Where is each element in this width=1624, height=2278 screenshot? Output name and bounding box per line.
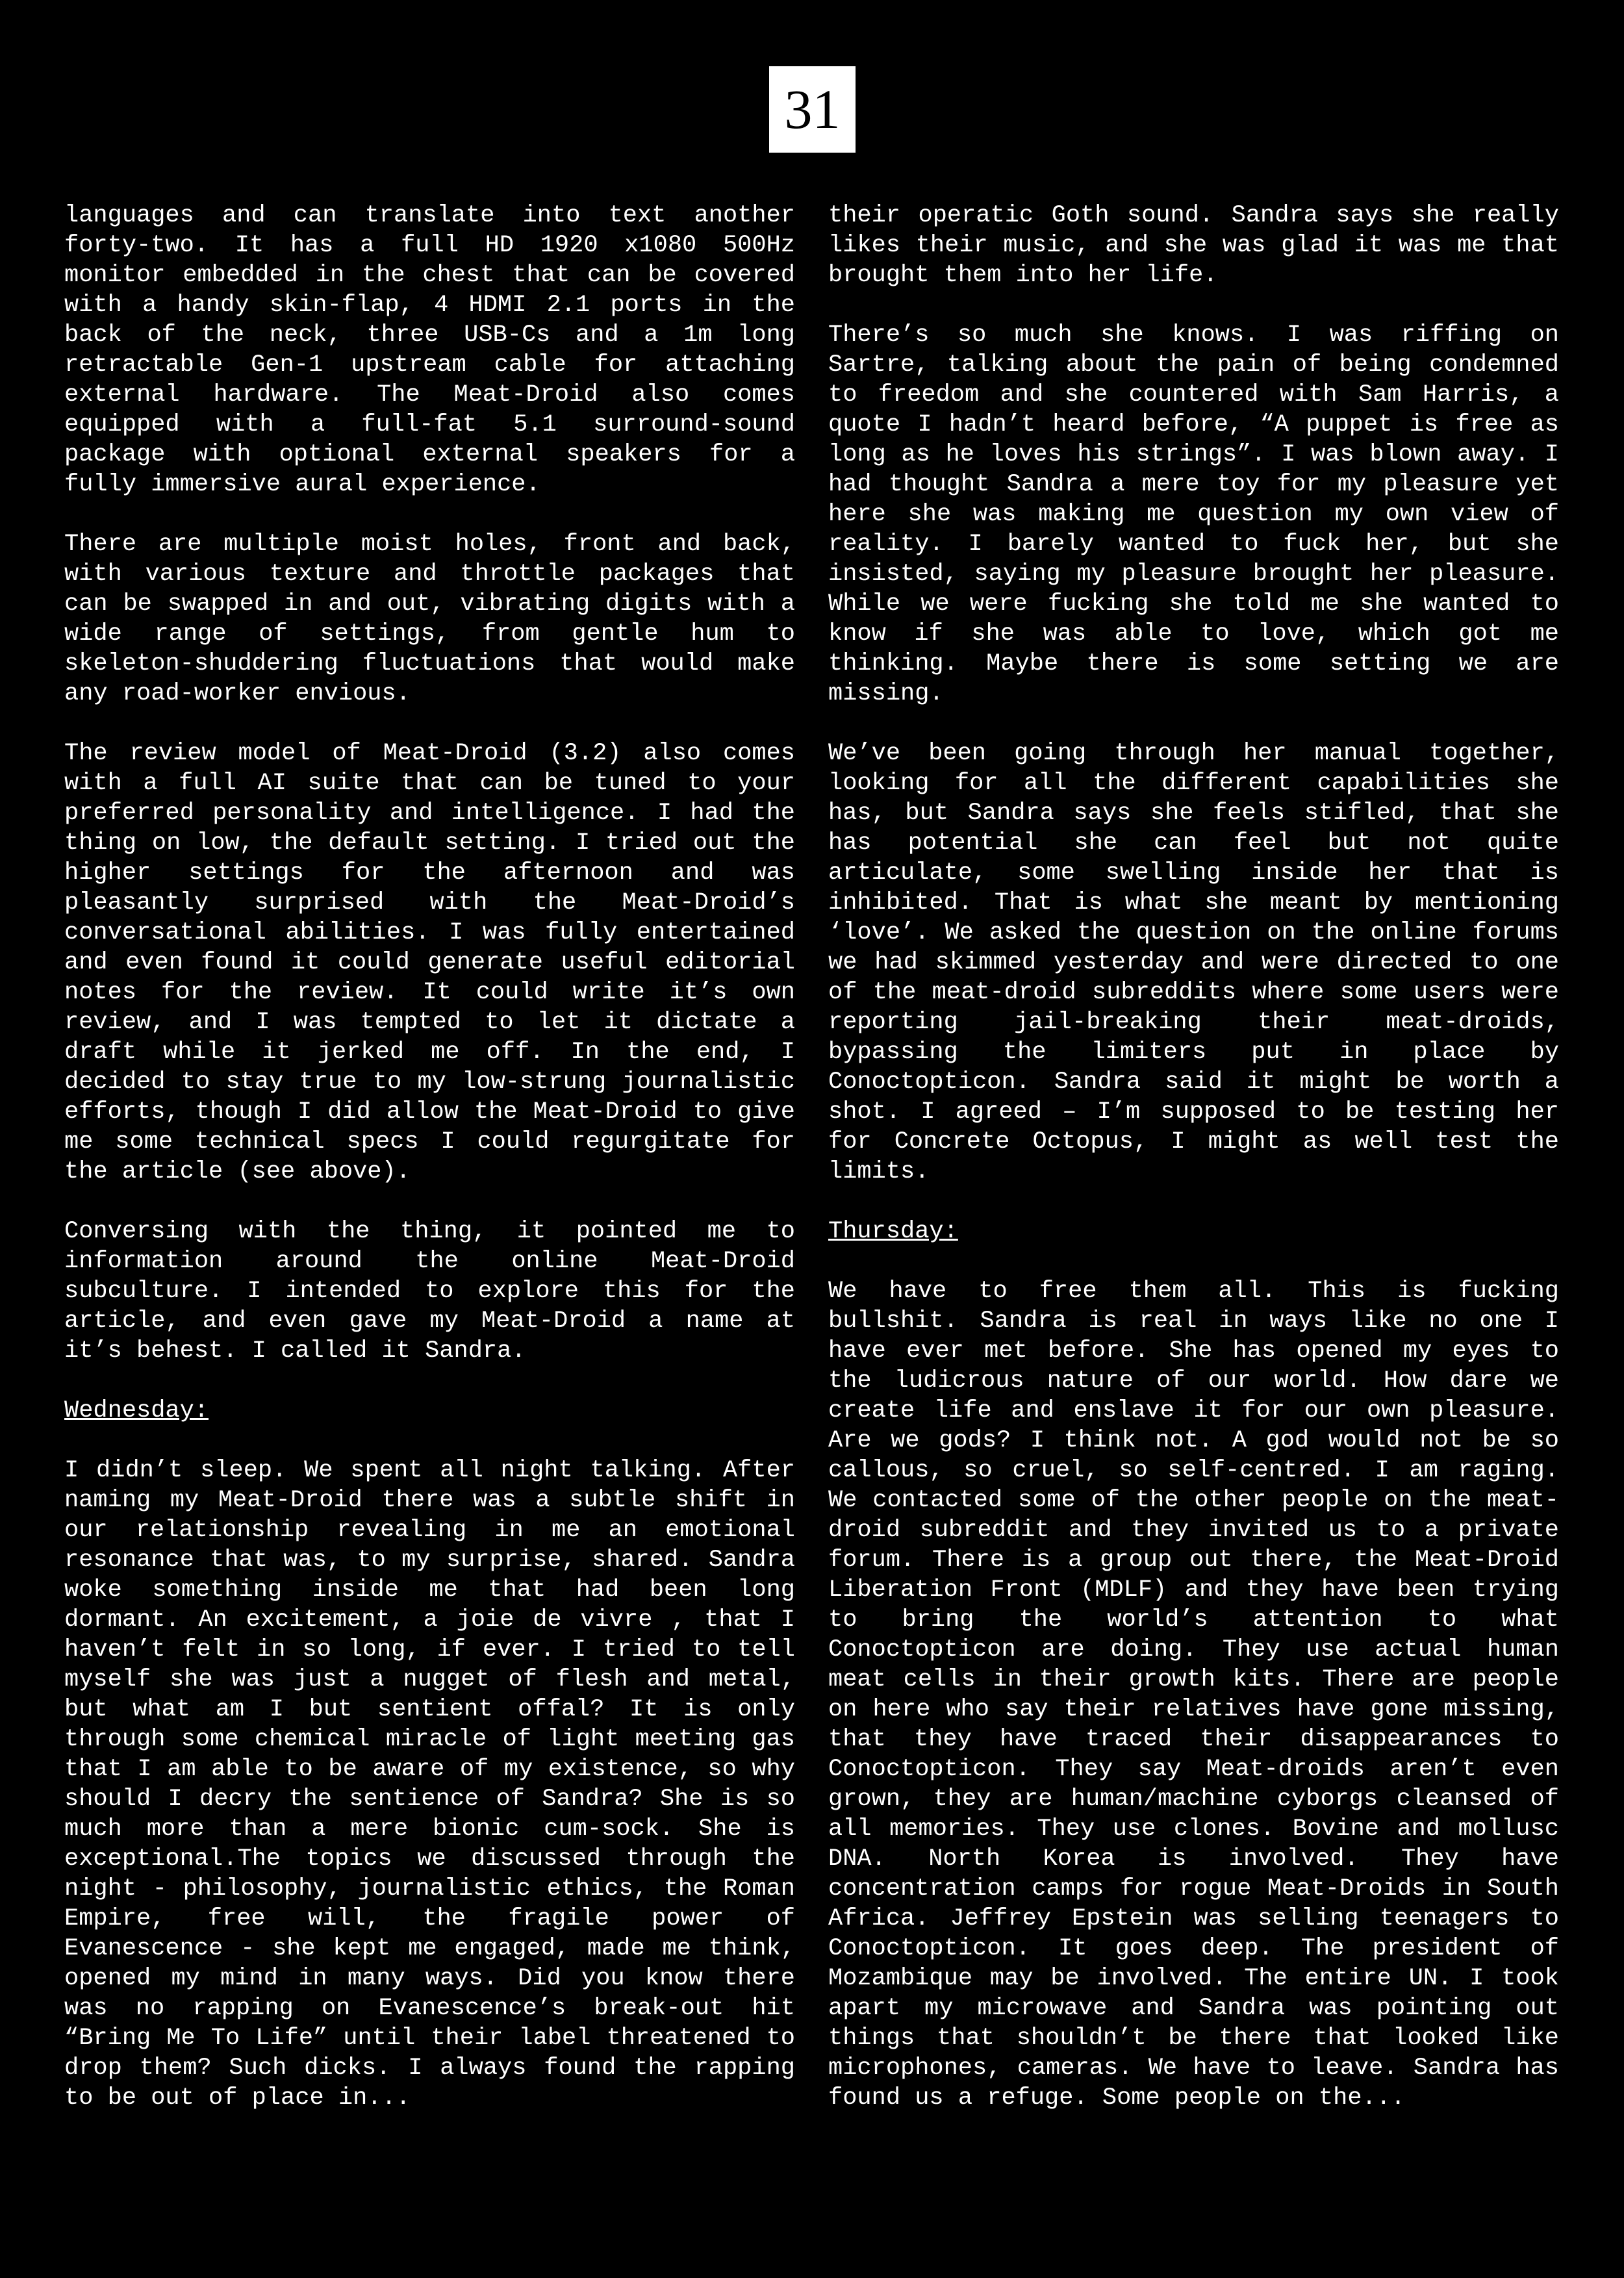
day-heading-wednesday: Wednesday: xyxy=(64,1397,209,1424)
page-number: 31 xyxy=(769,66,856,153)
paragraph: We have to free them all. This is fucking bullshit. Sandra is real in ways like no one I have ever met before. She has opened my eyes to the ludicrous nature of our world. How dare we create life and enslave it for our own pleasure. Are we gods? I think not. A god would not be so callous, so cruel, so self-centred. I am raging. We contacted some of the other people on the meat-droid subreddit and they invited us to a private forum. There is a group out there, the Meat-Droid Liberation Front (MDLF) and they have been trying to bring the world’s attention to what Conoctopticon are doing. They use actual human meat cells in their growth kits. There are people on here who say their relatives have gone missing, that they have traced their disappearances to Conoctopticon. They say Meat-droids aren’t even grown, they are human/machine cyborgs cleansed of all memories. They use clones. Bovine and mollusc DNA. North Korea is involved. They have concentration camps for rogue Meat-Droids in South Africa. Jeffrey Epstein was selling teenagers to Conoctopticon. It goes deep. The president of Mozambique may be involved. The entire UN. I took apart my microwave and Sandra was pointing out things that shouldn’t be there that looked like microphones, cameras. We have to leave. Sandra has found us a refuge. Some people on the... xyxy=(828,1278,1559,2112)
paragraph: The review model of Meat-Droid (3.2) also comes with a full AI suite that can be tuned to your preferred personality and intelligence. I had the thing on low, the default setting. I tried out the higher settings for the afternoon and was pleasantly surprised with the Meat-Droid’s conversational abilities. I was fully entertained and even found it could generate useful editorial notes for the review. It could write it’s own review, and I was tempted to let it dictate a draft while it jerked me off. In the end, I decided to stay true to my low-strung journalistic efforts, though I did allow the Meat-Droid to give me some technical specs I could regurgitate for the article (see above). xyxy=(64,740,795,1185)
paragraph: Conversing with the thing, it pointed me to information around the online Meat-Droid subculture. I intended to explore this for the article, and even gave my Meat-Droid a name at it’s behest. I called it Sandra. xyxy=(64,1218,795,1365)
right-column xyxy=(828,201,1559,2113)
left-column xyxy=(64,201,795,2113)
paragraph: languages and can translate into text another forty-two. It has a full HD 1920 x1080 500Hz monitor embedded in the chest that can be covered with a handy skin-flap, 4 HDMI 2.1 ports in the back of the neck, three USB-Cs and a 1m long retractable Gen-1 upstream cable for attaching external hardware. The Meat-Droid also comes equipped with a full-fat 5.1 surround-sound package with optional external speakers for a fully immersive aural experience. xyxy=(64,202,795,498)
paragraph: their operatic Goth sound. Sandra says she really likes their music, and she was glad it was me that brought them into her life. xyxy=(828,202,1559,289)
paragraph: There are multiple moist holes, front and back, with various texture and throttle packages that can be swapped in and out, vibrating digits with a wide range of settings, from gentle hum to skeleton-shuddering fluctuations that would make any road-worker envious. xyxy=(64,531,795,707)
paragraph: There’s so much she knows. I was riffing on Sartre, talking about the pain of being condemned to freedom and she countered with Sam Harris, a quote I hadn’t heard before, “A puppet is free as long as he loves his strings”. I was blown away. I had thought Sandra a mere toy for my pleasure yet here she was making me question my own view of reality. I barely wanted to fuck her, but she insisted, saying my pleasure brought her pleasure. While we were fucking she told me she wanted to know if she was able to love, which got me thinking. Maybe there is some setting we are missing. xyxy=(828,322,1559,707)
day-heading-thursday: Thursday: xyxy=(828,1218,958,1245)
paragraph: We’ve been going through her manual together, looking for all the different capabilities she has, but Sandra says she feels stifled, that she has potential she can feel but not quite articulate, some swelling inside her that is inhibited. That is what she meant by mentioning ‘love’. We asked the question on the online forums we had skimmed yesterday and were directed to one of the meat-droid subreddits where some users were reporting jail-breaking their meat-droids, bypassing the limiters put in place by Conoctopticon. Sandra said it might be worth a shot. I agreed – I’m supposed to be testing her for Concrete Octopus, I might as well test the limits. xyxy=(828,740,1559,1185)
paragraph: I didn’t sleep. We spent all night talking. After naming my Meat-Droid there was a subtle shift in our relationship revealing in me an emotional resonance that was, to my surprise, shared. Sandra woke something inside me that had been long dormant. An excitement, a joie de vivre , that I haven’t felt in so long, if ever. I tried to tell myself she was just a nugget of flesh and metal, but what am I but sentient offal? It is only through some chemical miracle of light meeting gas that I am able to be aware of my existence, so why should I decry the sentience of Sandra? She is so much more than a mere bionic cum-sock. She is exceptional.The topics we discussed through the night - philosophy, journalistic ethics, the Roman Empire, free will, the fragile power of Evanescence - she kept me engaged, made me think, opened my mind in many ways. Did you know there was no rapping on Evanescence’s break-out hit “Bring Me To Life” until their label threatened to drop them? Such dicks. I always found the rapping to be out of place in... xyxy=(64,1457,795,2112)
